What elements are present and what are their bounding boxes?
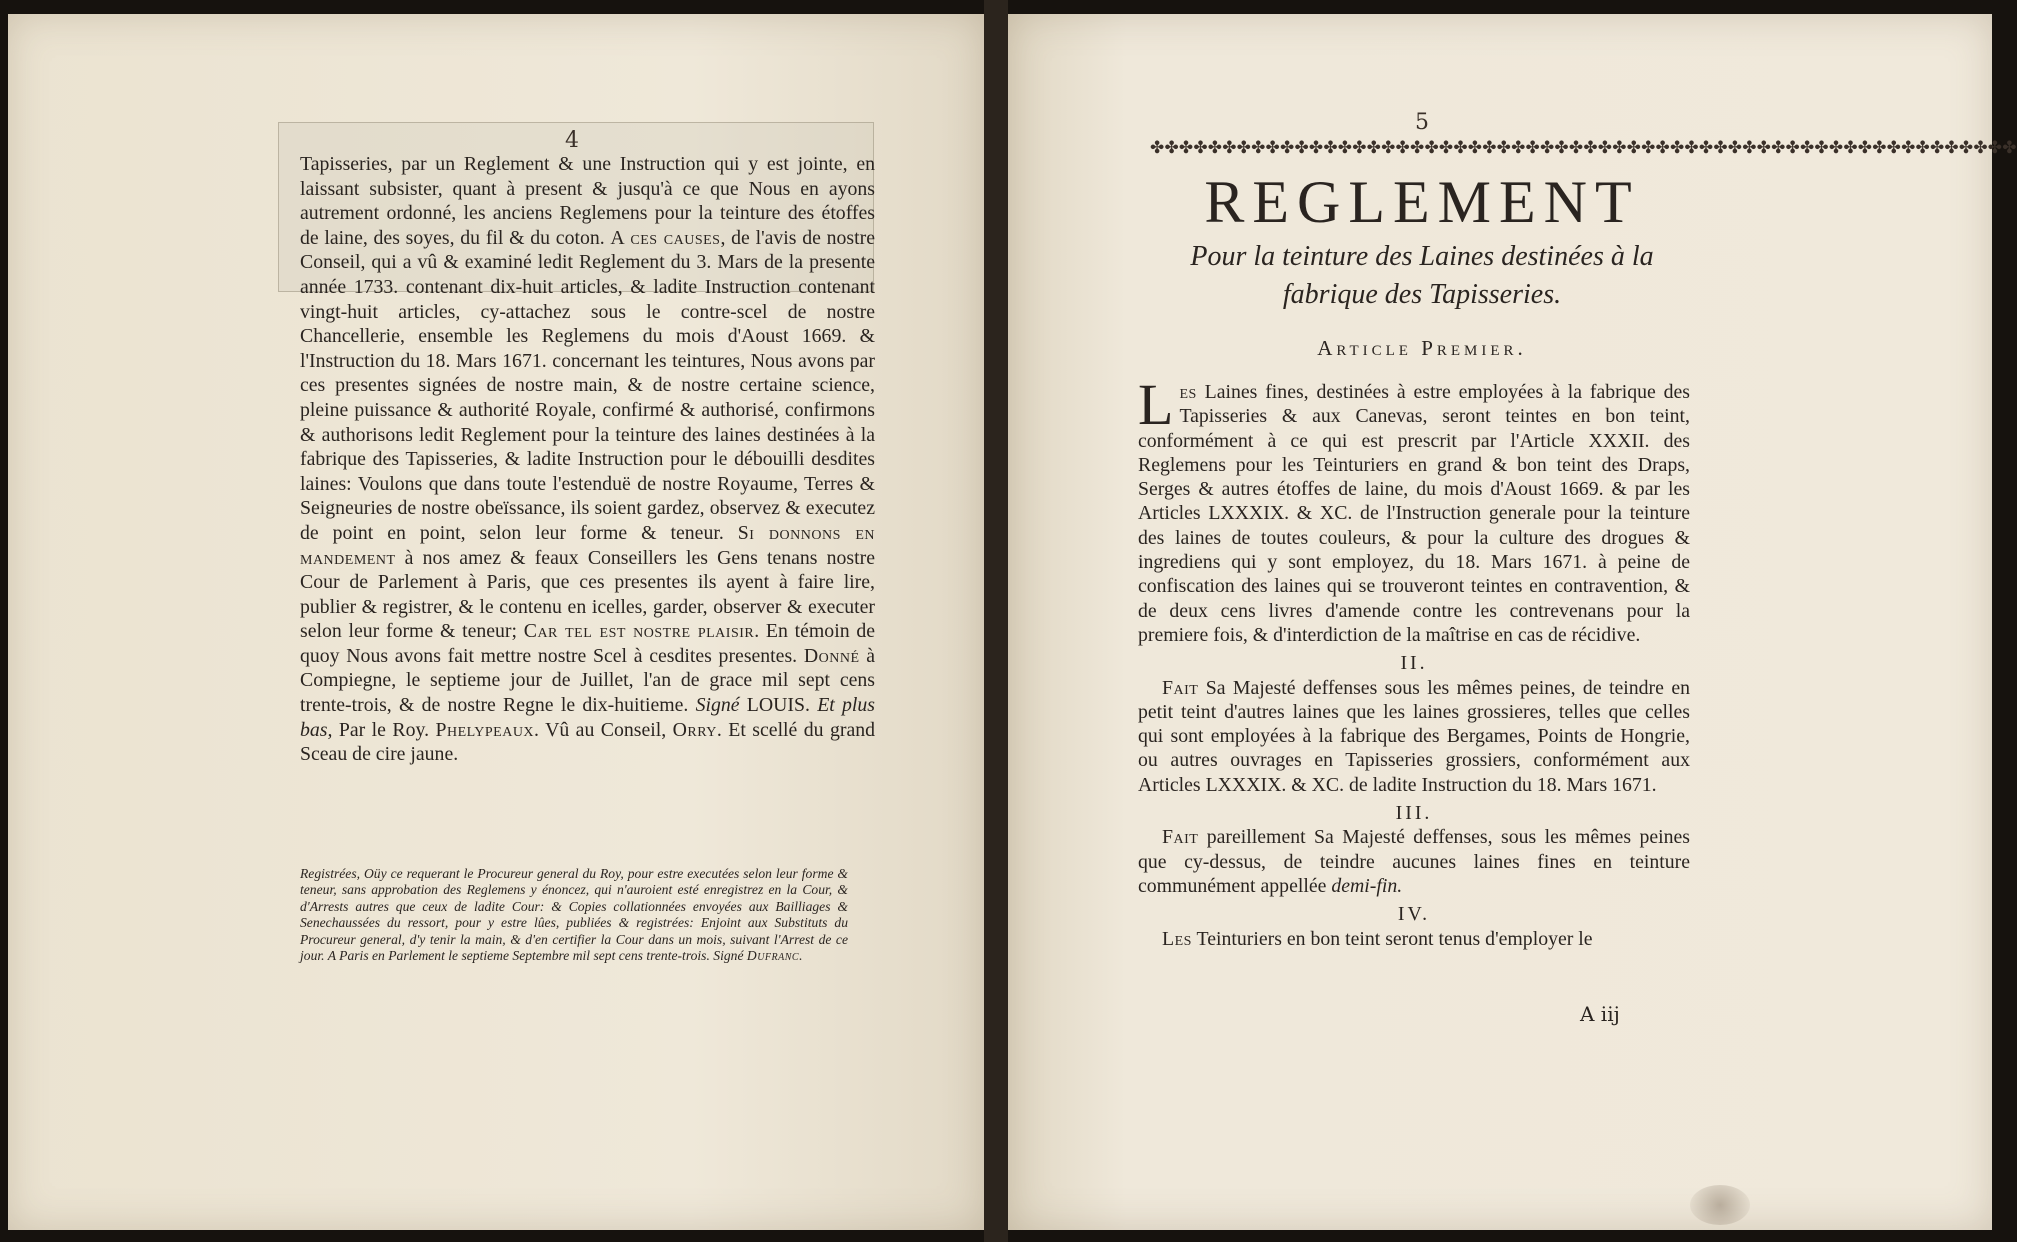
registration-note-text [300, 866, 848, 964]
paragraph-run: . En témoin de quoy Nous avons fait mettre nostre Scel à cesdites presentes. [300, 620, 875, 667]
article-1-text: Laines fines, destinées à estre employées à la fabrique des Tapisseries & aux Canevas, seront teintes en bon teint, conformément à ce qui est prescrit par l'Article XXXII. des Reglemens pour les Teinturiers en grand & bon teint des Draps, Serges & autres étoffes de laine, du mois d'Aoust 1669. & par les Articles LXXXIX. & XC. de l'Instruction generale pour la teinture des laines de toutes couleurs, & pour la culture des drogues & ingrediens qui y sont employez, du 18. Mars 1671. à peine de confiscation des laines qui se trouveront teintes en contravention, & de deux cens livres d'amende contre les contrevenans pour la premiere fois, & d'interdiction de la maîtrise en cas de récidive. [1138, 381, 1690, 646]
article-1 [1138, 372, 1690, 647]
article-1-lead: es [1179, 381, 1197, 403]
left-page-body [300, 152, 875, 767]
paragraph-run: Si donnons en mandement [300, 521, 875, 569]
paragraph-run: à nos amez & feaux Conseillers les Gens tenans nostre Cour de Parlement à Paris, que ces presentes ils ayent à faire lire, publier & registrer, & le contenu en icelles, garder, observer & executer selon leur forme & teneur; [300, 546, 875, 643]
article-2-lead: Fait [1162, 676, 1199, 699]
paragraph-run: Signé [695, 694, 740, 717]
paragraph-run: Orry [672, 718, 717, 741]
right-page-body [1138, 372, 1690, 951]
article-3-number: III. [1395, 802, 1433, 825]
drop-cap: L [1138, 372, 1174, 437]
registration-note [300, 866, 848, 964]
paragraph-run: Donné [803, 644, 860, 667]
ornament-band: ✤✤✤✤✤✤✤✤✤✤✤✤✤✤✤✤✤✤✤✤✤✤✤✤✤✤✤✤✤✤✤✤✤✤✤✤✤✤✤✤✤✤✤✤✤✤✤✤✤✤✤✤✤✤✤✤✤✤✤✤ [1150, 138, 2017, 158]
document-subtitle: Pour la teinture des Laines destinées à la fabrique des Tapisseries. [1190, 241, 1654, 310]
paragraph-run: Tapisseries, par un Reglement & une Instruction qui y est jointe, en laissant subsister, quant à present & jusqu'à ce que Nous en ayons autrement ordonné, les anciens Reglemens pour la teinture des étoffes de laine, des soyes, du fil & du coton. [300, 153, 875, 249]
paragraph-run: A ces causes [610, 226, 721, 249]
signature-mark: A iij [1580, 1002, 1620, 1026]
note-run: Dufranc [746, 948, 800, 964]
article-3-italic: demi-fin. [1331, 874, 1403, 897]
left-paragraph [300, 152, 875, 767]
article-3-lead: Fait [1162, 826, 1199, 849]
paragraph-run: LOUIS. [739, 694, 818, 717]
article-2-text: Sa Majesté deffenses sous les mêmes peines, de teindre en petit teint d'autres laines que les laines grossieres, telles que celles qui sont employées à la fabrique des Bergames, Points de Hongrie, ou autres ouvrages en Tapisseries grossiers, conformément aux Articles LXXXIX. & XC. de ladite Instruction du 18. Mars 1671. [1138, 676, 1690, 796]
article-2-number: II. [1400, 652, 1428, 675]
article-4-text: Teinturiers en bon teint seront tenus d'employer le [1191, 927, 1593, 950]
paragraph-run: Et plus bas, [300, 694, 875, 741]
article-2 [1138, 676, 1690, 797]
paragraph-run: . Et scellé du grand Sceau de cire jaune. [300, 718, 876, 766]
article-4 [1138, 927, 1690, 951]
paragraph-run: à Compiegne, le septieme jour de Juillet, l'an de grace mil sept cens trente-trois, & de nostre Regne le dix-huitieme. [300, 644, 875, 717]
paragraph-run: Par le Roy. [332, 718, 436, 741]
article-3-text: pareillement Sa Majesté deffenses, sous les mêmes peines que cy-dessus, de teindre aucunes laines fines en teinture communément appellée [1138, 826, 1690, 897]
paper-stain [1690, 1185, 1750, 1225]
document-title: REGLEMENT [1204, 169, 1640, 235]
article-4-lead: Les [1162, 927, 1192, 950]
article-4-number: IV. [1397, 903, 1431, 926]
article-3 [1138, 825, 1690, 898]
page-number-right: 5 [1415, 110, 1429, 135]
note-run: . [799, 948, 803, 964]
paragraph-run: , de l'avis de nostre Conseil, qui a vû & examiné ledit Reglement du 3. Mars de la presente année 1733. contenant dix-huit articles, & ladite Instruction contenant vingt-huit articles, cy-attachez sous le contre-scel de nostre Chancellerie, ensemble les Reglemens du mois d'Aoust 1669. & l'Instruction du 18. Mars 1671. concernant les teintures, Nous avons par ces presentes signées de nostre main, & de nostre certaine science, pleine puissance & authorité Royale, confirmé & authorisé, confirmons & authorisons ledit Reglement pour la teinture des laines destinées à la fabrique des Tapisseries, & ladite Instruction pour le débouilli desdites laines: Voulons que dans toute l'estenduë de nostre Royaume, Terres & Seigneuries de nostre obeïssance, ils soient gardez, observez & executez de point en point, selon leur forme & teneur. [300, 226, 875, 544]
page-number-left: 4 [565, 128, 579, 153]
note-run: Registrées, Oüy ce requerant le Procureur general du Roy, pour estre executées selon leur forme & teneur, sans approbation des Reglemens y énoncez, qui n'auroient esté enregistrez en la Cour, & d'Arrests autres que ceux de ladite Cour: & Copies collationnées envoyées aux Bailliages & Senechaussées du ressort, pour y estre lûes, publiées & registrées: Enjoint aux Substituts du Procureur general, d'y tenir la main, & d'en certifier la Cour dans un mois, suivant l'Arrest de ce jour. A Paris en Parlement le septieme Septembre mil sept cens trente-trois. Signé [300, 866, 848, 964]
paragraph-run: . Vû au Conseil, [534, 718, 673, 741]
paragraph-run: Car tel est nostre plaisir [523, 620, 755, 643]
book-gutter [984, 0, 1008, 1242]
article-heading: Article Premier. [1317, 336, 1527, 360]
paragraph-run: Phelypeaux [435, 718, 535, 741]
